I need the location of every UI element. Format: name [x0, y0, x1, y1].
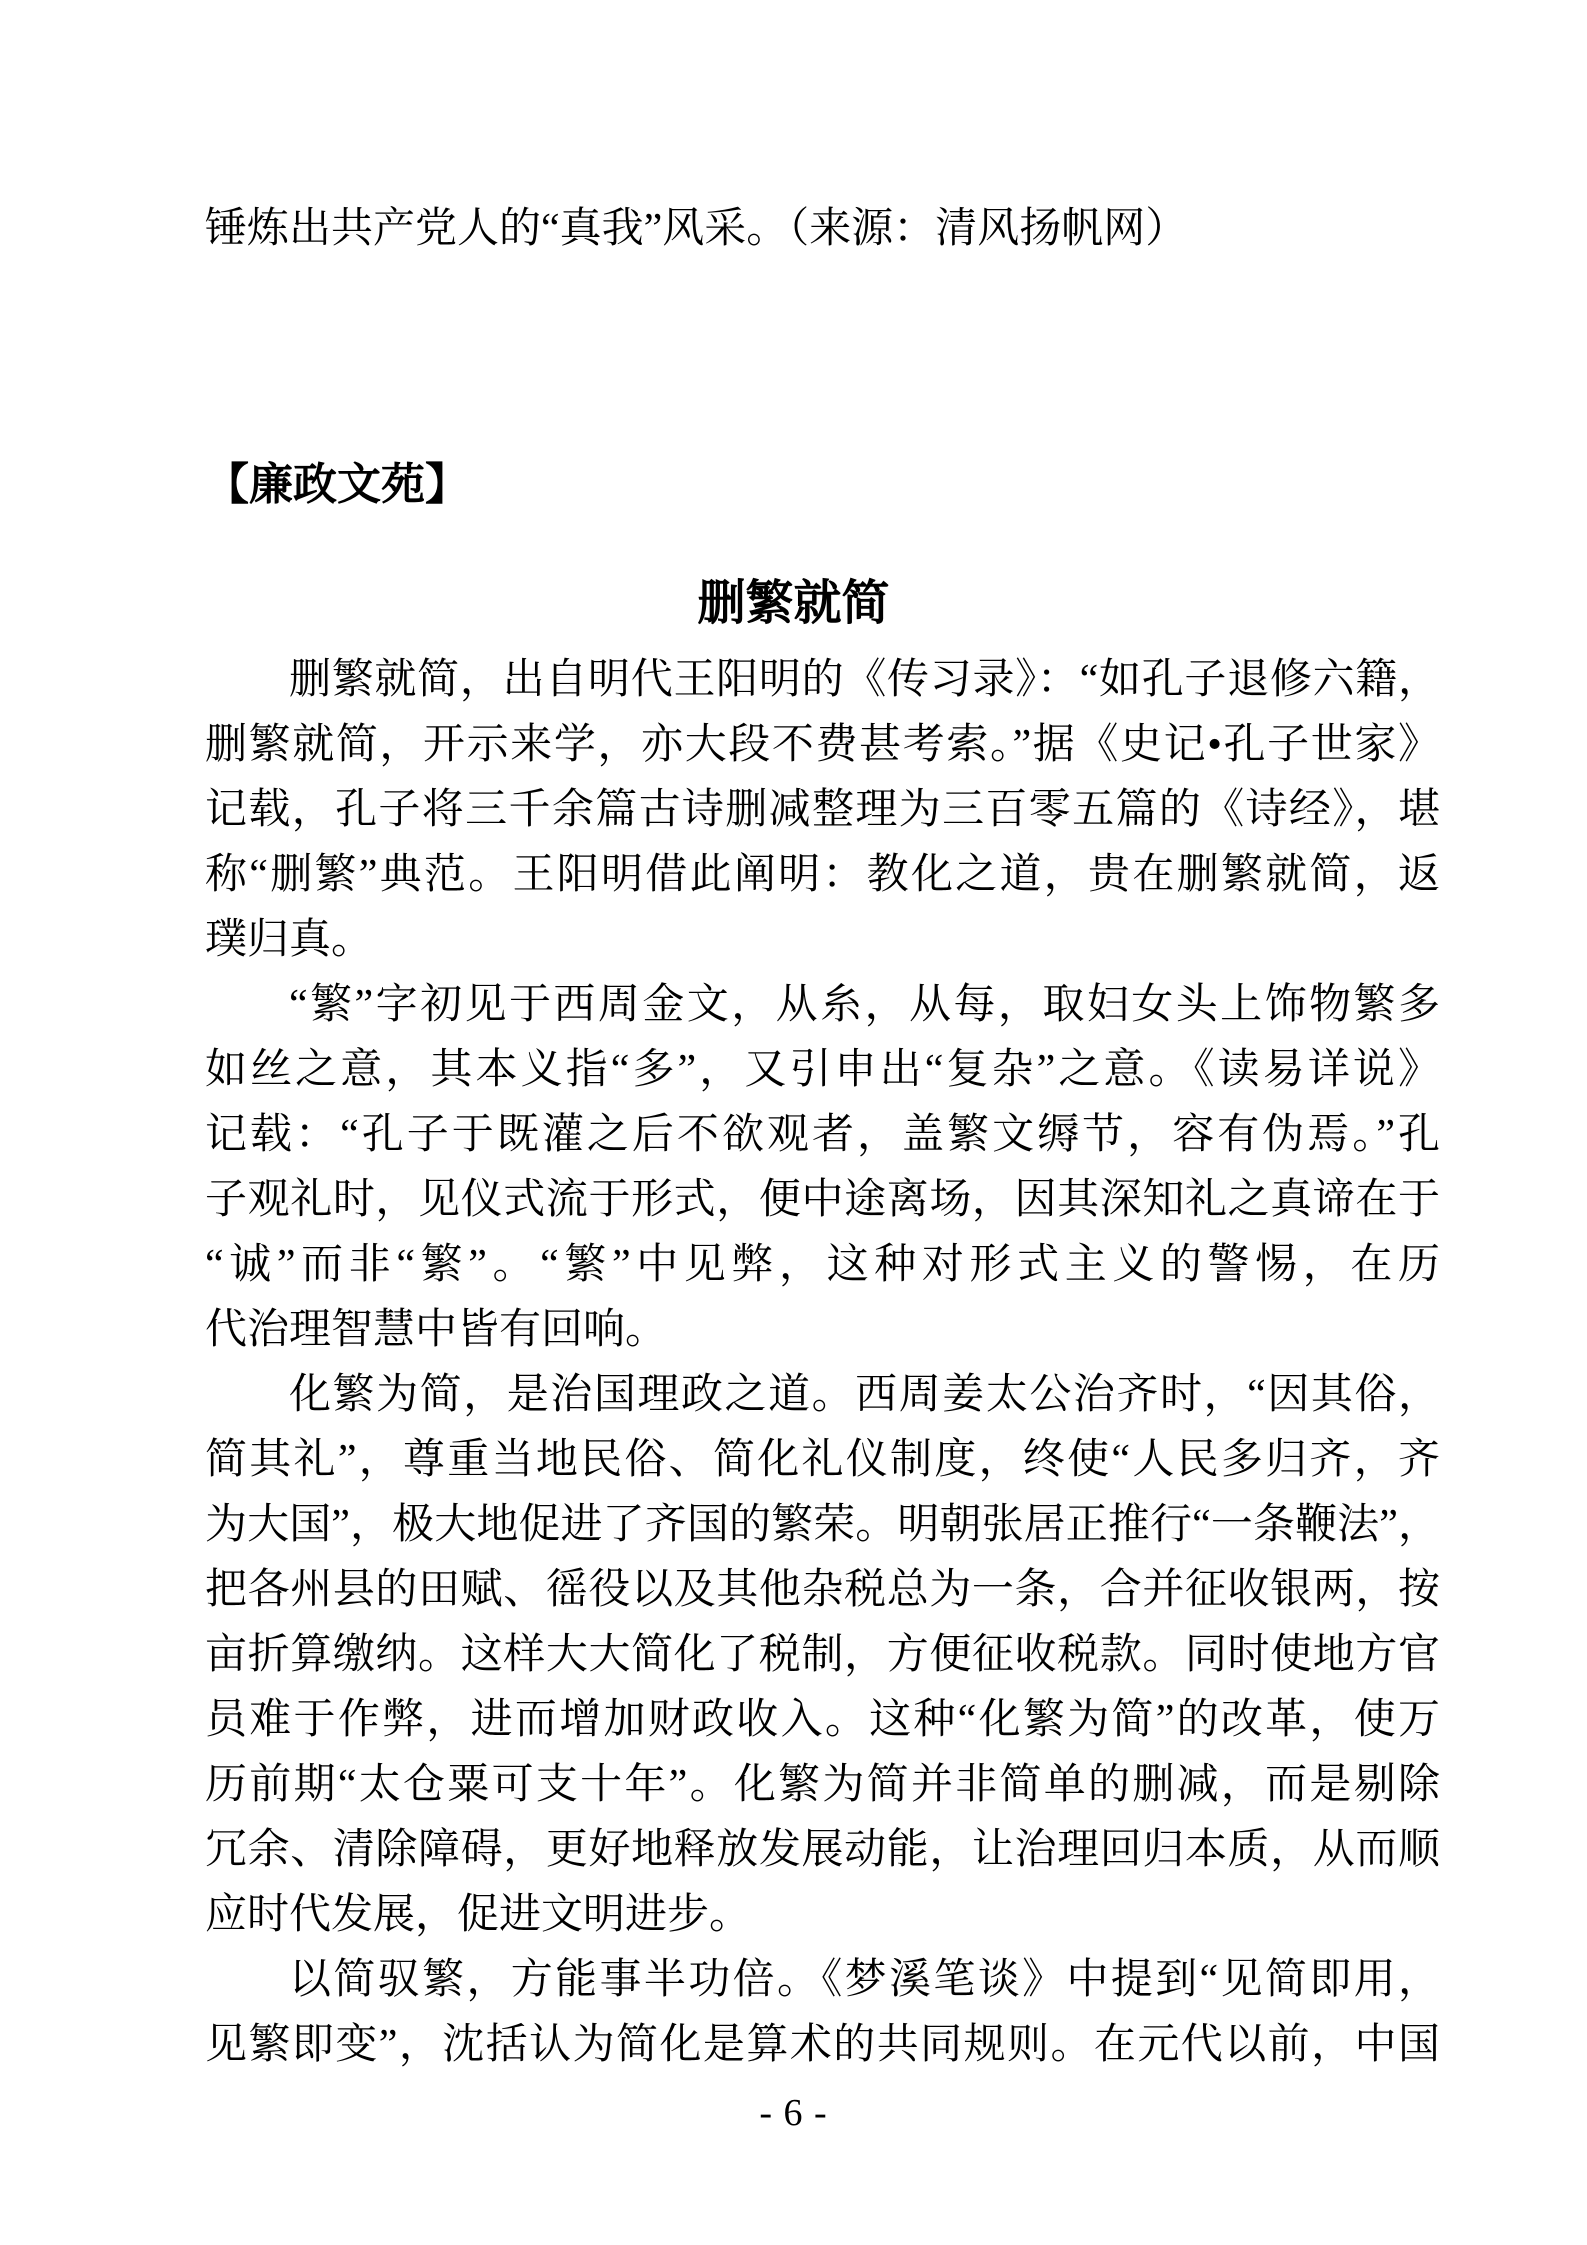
article-line: 把各州县的田赋、徭役以及其他杂税总为一条，合并征收银两，按	[205, 1567, 1440, 1613]
article-line: 历前期“太仓粟可支十年”。化繁为简并非简单的删减，而是剔除	[205, 1762, 1440, 1808]
article-line: “诚”而非“繁”。“繁”中见弊，这种对形式主义的警惕，在历	[205, 1242, 1440, 1288]
article-line: 亩折算缴纳。这样大大简化了税制，方便征收税款。同时使地方官	[205, 1632, 1440, 1678]
page-number: - 6 -	[759, 2092, 828, 2134]
article-line: 删繁就简，开示来学，亦大段不费甚考索。”据《史记•孔子世家》	[205, 722, 1440, 768]
article-line: 记载，孔子将三千余篇古诗删减整理为三百零五篇的《诗经》，堪	[205, 787, 1440, 833]
article-line: 删繁就简，出自明代王阳明的《传习录》：“如孔子退修六籍，	[289, 657, 1440, 703]
article-line: 简其礼”，尊重当地民俗、简化礼仪制度，终使“人民多归齐，齐	[205, 1437, 1440, 1483]
article-line: 记载：“孔子于既灌之后不欲观者，盖繁文缛节，容有伪焉。”孔	[205, 1112, 1440, 1158]
article-line: 以简驭繁，方能事半功倍。《梦溪笔谈》中提到“见简即用，	[289, 1957, 1440, 2003]
article-line: 为大国”，极大地促进了齐国的繁荣。明朝张居正推行“一条鞭法”，	[205, 1502, 1440, 1548]
article-line: 冗余、清除障碍，更好地释放发展动能，让治理回归本质，从而顺	[205, 1827, 1440, 1873]
article-line: 称“删繁”典范。王阳明借此阐明：教化之道，贵在删繁就简，返	[205, 852, 1440, 898]
article-line: 璞归真。	[205, 917, 374, 963]
article-line: 化繁为简，是治国理政之道。西周姜太公治齐时，“因其俗，	[289, 1372, 1440, 1418]
section-heading: 【廉政文苑】	[205, 460, 469, 509]
article-line: 应时代发展，促进文明进步。	[205, 1892, 752, 1938]
article-body	[205, 648, 1440, 2078]
article-line: 见繁即变”，沈括认为简化是算术的共同规则。在元代以前，中国	[205, 2022, 1440, 2068]
leading-paragraph: 锤炼出共产党人的“真我”风采。（来源：清风扬帆网）	[205, 206, 1188, 252]
article-line: 子观礼时，见仪式流于形式，便中途离场，因其深知礼之真谛在于	[205, 1177, 1440, 1223]
article-title: 删繁就简	[697, 577, 890, 630]
article-line: “繁”字初见于西周金文，从糸，从每，取妇女头上饰物繁多	[289, 982, 1440, 1028]
article-line: 如丝之意，其本义指“多”，又引申出“复杂”之意。《读易详说》	[205, 1047, 1440, 1093]
article-line: 代治理智慧中皆有回响。	[205, 1307, 668, 1353]
article-line: 员难于作弊，进而增加财政收入。这种“化繁为简”的改革，使万	[205, 1697, 1440, 1743]
